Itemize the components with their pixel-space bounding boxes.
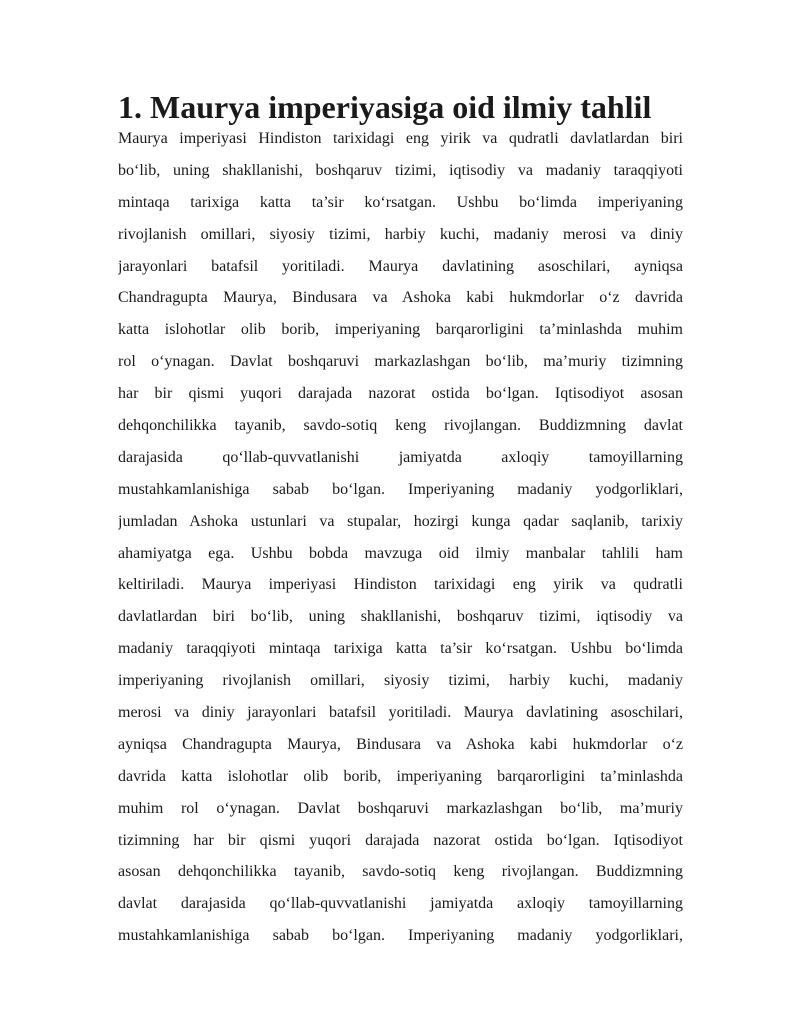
text-line: madaniy taraqqiyoti mintaqa tarixiga katta ta’sir ko‘rsatgan. Ushbu bo‘limda <box>118 640 683 658</box>
text-line: rol o‘ynagan. Davlat boshqaruvi markazlashgan bo‘lib, ma’muriy tizimning <box>118 353 683 371</box>
text-line: keltiriladi. Maurya imperiyasi Hindiston tarixidagi eng yirik va qudratli <box>118 576 683 594</box>
text-line: mintaqa tarixiga katta ta’sir ko‘rsatgan. Ushbu bo‘limda imperiyaning <box>118 193 683 211</box>
text-line: katta islohotlar olib borib, imperiyaning barqarorligini ta’minlashda muhim <box>118 321 683 339</box>
text-line: merosi va diniy jarayonlari batafsil yoritiladi. Maurya davlatining asoschilari, <box>118 704 683 722</box>
text-line: dehqonchilikka tayanib, savdo-sotiq keng rivojlangan. Buddizmning davlat <box>118 417 683 435</box>
text-line: bo‘lib, uning shakllanishi, boshqaruv tizimi, iqtisodiy va madaniy taraqqiyoti <box>118 161 683 179</box>
text-line: davlat darajasida qo‘llab-quvvatlanishi jamiyatda axloqiy tamoyillarning <box>118 895 683 913</box>
text-line: davrida katta islohotlar olib borib, imperiyaning barqarorligini ta’minlashda <box>118 767 683 785</box>
text-line: Chandragupta Maurya, Bindusara va Ashoka kabi hukmdorlar o‘z davrida <box>118 289 683 307</box>
text-line: mustahkamlanishiga sabab bo‘lgan. Imperiyaning madaniy yodgorliklari, <box>118 927 683 945</box>
section-heading: 1. Maurya imperiyasiga oid ilmiy tahlil <box>118 89 652 125</box>
text-line: rivojlanish omillari, siyosiy tizimi, harbiy kuchi, madaniy merosi va diniy <box>118 225 683 243</box>
text-line: muhim rol o‘ynagan. Davlat boshqaruvi markazlashgan bo‘lib, ma’muriy <box>118 799 683 817</box>
text-line: tizimning har bir qismi yuqori darajada nazorat ostida bo‘lgan. Iqtisodiyot <box>118 831 683 849</box>
text-line: ayniqsa Chandragupta Maurya, Bindusara va Ashoka kabi hukmdorlar o‘z <box>118 735 683 753</box>
text-line: jarayonlari batafsil yoritiladi. Maurya davlatining asoschilari, ayniqsa <box>118 257 683 275</box>
text-line: davlatlardan biri bo‘lib, uning shakllanishi, boshqaruv tizimi, iqtisodiy va <box>118 608 683 626</box>
text-line: darajasida qo‘llab-quvvatlanishi jamiyatda axloqiy tamoyillarning <box>118 448 683 466</box>
text-line: Maurya imperiyasi Hindiston tarixidagi eng yirik va qudratli davlatlardan biri <box>118 130 683 147</box>
text-line: ahamiyatga ega. Ushbu bobda mavzuga oid ilmiy manbalar tahlili ham <box>118 544 683 562</box>
text-line: mustahkamlanishiga sabab bo‘lgan. Imperiyaning madaniy yodgorliklari, <box>118 480 683 498</box>
text-line: jumladan Ashoka ustunlari va stupalar, hozirgi kunga qadar saqlanib, tarixiy <box>118 512 683 530</box>
document-body <box>118 89 683 952</box>
text-line: imperiyaning rivojlanish omillari, siyosiy tizimi, harbiy kuchi, madaniy <box>118 672 683 690</box>
text-line: asosan dehqonchilikka tayanib, savdo-sotiq keng rivojlangan. Buddizmning <box>118 863 683 881</box>
paragraph <box>118 123 683 952</box>
text-line: har bir qismi yuqori darajada nazorat ostida bo‘lgan. Iqtisodiyot asosan <box>118 385 683 403</box>
